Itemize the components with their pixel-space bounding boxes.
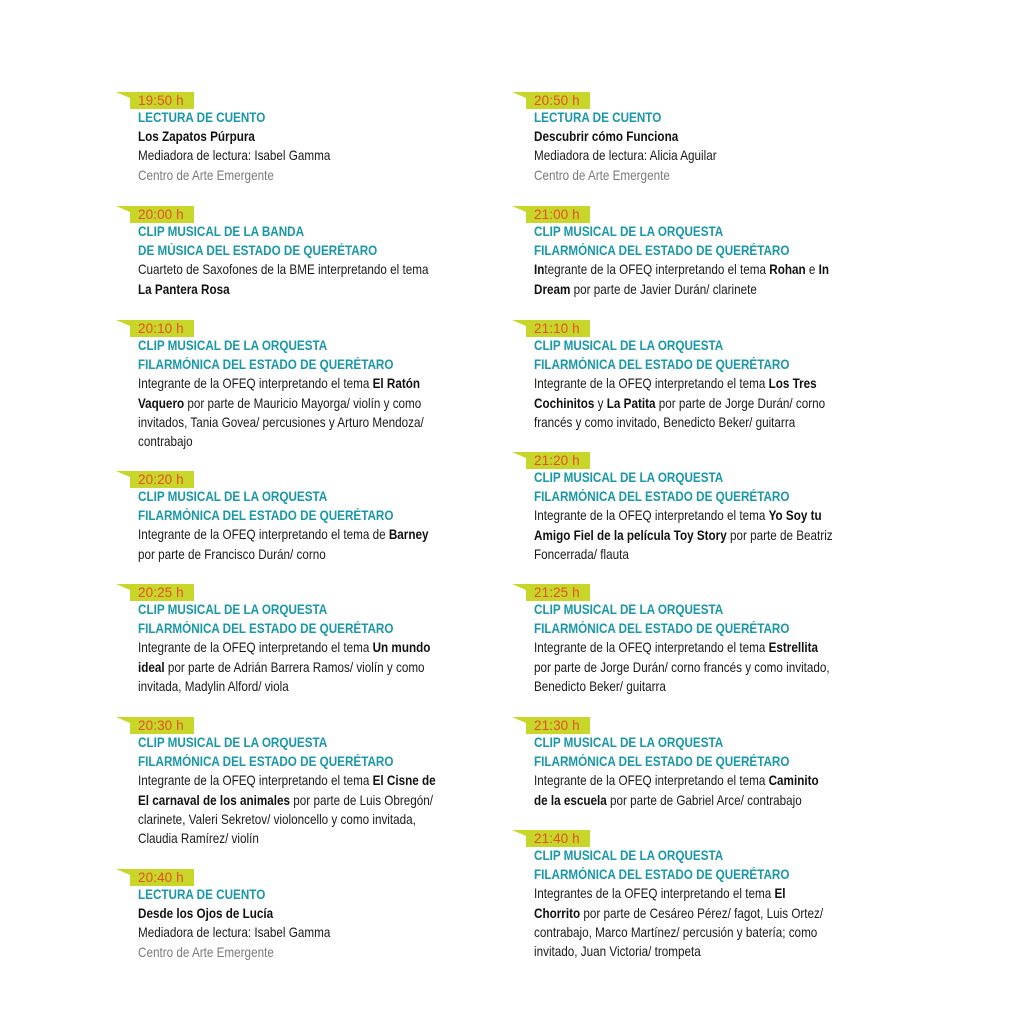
description-line: invitada, Madylin Alford/ viola [138,678,289,694]
story-title: Descubrir cómo Funciona [534,129,679,145]
highlighted-title: In [534,262,545,278]
highlighted-title: Dream [534,281,571,297]
event-title: CLIP MUSICAL DE LA ORQUESTA [534,848,724,863]
event-title: LECTURA DE CUENTO [534,110,662,125]
mediator-text: Mediadora de lectura: Isabel Gamma [138,925,331,941]
time-label: 20:00 h [138,207,184,222]
time-tag [512,92,590,109]
time-tag [512,717,590,734]
description-line [138,280,465,299]
description-line: contrabajo, Marco Martínez/ percusión y batería; como [534,924,818,940]
highlighted-title: El Ratón [372,376,421,392]
time-tag [512,830,590,847]
time-label: 21:00 h [534,207,580,222]
description-line: Chorrito por parte de Cesáreo Pérez/ fagot, Luis Ortez/ [534,905,824,921]
highlighted-title: La Patita [606,395,656,411]
highlighted-title: ideal [138,659,165,675]
event-title: FILARMÓNICA DEL ESTADO DE QUERÉTARO [534,243,790,259]
time-label: 21:10 h [534,321,580,336]
highlighted-title: El [774,886,786,902]
entry-body [138,108,518,185]
highlighted-title: Caminito [768,773,819,789]
time-tag [116,869,194,886]
time-tag [512,452,590,469]
event-title: CLIP MUSICAL DE LA ORQUESTA [534,224,724,239]
time-label: 20:10 h [138,321,184,336]
story-title: Desde los Ojos de Lucía [138,906,274,922]
highlighted-title: La Pantera Rosa [138,281,230,297]
event-title: DE MÚSICA DEL ESTADO DE QUERÉTARO [138,243,378,259]
time-tag [116,584,194,601]
mediator-text: Mediadora de lectura: Alicia Aguilar [534,148,717,164]
entry-body [534,600,914,696]
event-title: LECTURA DE CUENTO [138,110,266,125]
time-tag [116,92,194,109]
highlighted-title: Yo Soy tu [768,508,822,524]
description-line: ideal por parte de Adrián Barrera Ramos/ violín y como [138,659,425,675]
highlighted-title: El carnaval de los animales [138,792,291,808]
description-line: invitados, Tania Govea/ percusiones y Arturo Mendoza/ [138,414,424,430]
description-line: Foncerrada/ flauta [534,546,629,562]
description-line: invitado, Juan Victoria/ trompeta [534,944,701,960]
description-line: por parte de Jorge Durán/ corno francés y como invitado, [534,659,830,675]
entry-body [534,846,914,961]
venue-text: Centro de Arte Emergente [138,944,274,960]
entry-body [534,108,914,185]
event-title: CLIP MUSICAL DE LA ORQUESTA [534,338,724,353]
time-label: 21:20 h [534,453,580,468]
description-line: Dream por parte de Javier Durán/ clarinete [534,281,757,297]
time-tag [512,320,590,337]
highlighted-title: El Cisne de [372,773,436,789]
entry-body [138,600,518,696]
event-title: CLIP MUSICAL DE LA ORQUESTA [138,489,328,504]
description-line: El carnaval de los animales por parte de Luis Obregón/ [138,792,434,808]
event-title: CLIP MUSICAL DE LA ORQUESTA [534,470,724,485]
highlighted-title: Cochinitos [534,395,595,411]
description-line: Amigo Fiel de la película Toy Story por parte de Beatriz [534,527,833,543]
time-tag [116,717,194,734]
event-title: FILARMÓNICA DEL ESTADO DE QUERÉTARO [138,754,394,770]
event-title: CLIP MUSICAL DE LA ORQUESTA [534,735,724,750]
highlighted-title: Chorrito [534,905,581,921]
entry-body [138,733,518,848]
description-line: Integrante de la OFEQ interpretando el tema Un mundo [138,640,431,656]
description-line: por parte de Francisco Durán/ corno [138,546,326,562]
event-title: FILARMÓNICA DEL ESTADO DE QUERÉTARO [534,621,790,637]
venue-text: Centro de Arte Emergente [138,167,274,183]
entry-body [534,468,914,564]
description-line: clarinete, Valeri Sekretov/ violoncello y como invitada, [138,811,416,827]
event-title: CLIP MUSICAL DE LA ORQUESTA [138,602,328,617]
time-tag [116,471,194,488]
time-label: 21:25 h [534,585,580,600]
description-line: Integrante de la OFEQ interpretando el tema Los Tres [534,376,817,392]
event-title: LECTURA DE CUENTO [138,887,266,902]
entry-body [138,487,518,564]
entry-body [138,222,518,299]
time-label: 21:40 h [534,831,580,846]
time-label: 20:25 h [138,585,184,600]
event-title: FILARMÓNICA DEL ESTADO DE QUERÉTARO [534,867,790,883]
event-title: FILARMÓNICA DEL ESTADO DE QUERÉTARO [138,357,394,373]
entry-body [138,336,518,451]
description-line: contrabajo [138,434,193,450]
highlighted-title: Rohan [769,262,806,278]
description-line: Benedicto Beker/ guitarra [534,678,666,694]
time-label: 20:30 h [138,718,184,733]
description-line: Integrantes de la OFEQ interpretando el tema El [534,886,786,902]
event-title: CLIP MUSICAL DE LA ORQUESTA [138,735,328,750]
story-title: Los Zapatos Púrpura [138,129,255,145]
event-title: FILARMÓNICA DEL ESTADO DE QUERÉTARO [534,357,790,373]
time-tag [512,206,590,223]
event-title: CLIP MUSICAL DE LA ORQUESTA [138,338,328,353]
entry-body [534,222,914,299]
highlighted-title: Barney [388,527,429,543]
event-title: FILARMÓNICA DEL ESTADO DE QUERÉTARO [138,621,394,637]
description-line: Integrante de la OFEQ interpretando el tema Yo Soy tu [534,508,822,524]
time-label: 21:30 h [534,718,580,733]
highlighted-title: Estrellita [768,640,818,656]
event-title: CLIP MUSICAL DE LA ORQUESTA [534,602,724,617]
entry-body [534,336,914,432]
entry-body [138,885,518,962]
highlighted-title: Un mundo [372,640,431,656]
highlighted-title: Los Tres [768,376,817,392]
highlighted-title: Amigo Fiel de la película Toy Story [534,527,727,543]
description-line: francés y como invitado, Benedicto Beker/ guitarra [534,414,796,430]
time-tag [512,584,590,601]
time-tag [116,320,194,337]
highlighted-title: de la escuela [534,792,607,808]
description-line: Integrante de la OFEQ interpretando el tema El Cisne de [138,773,436,789]
description-line: Cuarteto de Saxofones de la BME interpretando el tema [138,262,429,278]
event-title: FILARMÓNICA DEL ESTADO DE QUERÉTARO [138,508,394,524]
description-line: Integrante de la OFEQ interpretando el tema de Barney [138,527,429,543]
time-label: 20:50 h [534,93,580,108]
time-label: 20:20 h [138,472,184,487]
description-line: Cochinitos y La Patita por parte de Jorge Durán/ corno [534,395,826,411]
highlighted-title: In [818,262,830,278]
highlighted-title: Vaquero [138,395,185,411]
event-title: FILARMÓNICA DEL ESTADO DE QUERÉTARO [534,489,790,505]
mediator-text: Mediadora de lectura: Isabel Gamma [138,148,331,164]
description-line: Integrante de la OFEQ interpretando el tema El Ratón [138,376,421,392]
time-label: 20:40 h [138,870,184,885]
venue-text: Centro de Arte Emergente [534,167,670,183]
time-label: 19:50 h [138,93,184,108]
description-line: Integrante de la OFEQ interpretando el tema Estrellita [534,640,818,656]
description-line: de la escuela por parte de Gabriel Arce/ contrabajo [534,792,802,808]
description-line: Integrante de la OFEQ interpretando el tema Rohan e In [534,262,830,278]
entry-body [534,733,914,810]
description-line: Claudia Ramírez/ violín [138,831,259,847]
event-title: FILARMÓNICA DEL ESTADO DE QUERÉTARO [534,754,790,770]
time-tag [116,206,194,223]
event-title: CLIP MUSICAL DE LA BANDA [138,224,305,239]
description-line: Vaquero por parte de Mauricio Mayorga/ violín y como [138,395,422,411]
description-line: Integrante de la OFEQ interpretando el tema Caminito [534,773,819,789]
